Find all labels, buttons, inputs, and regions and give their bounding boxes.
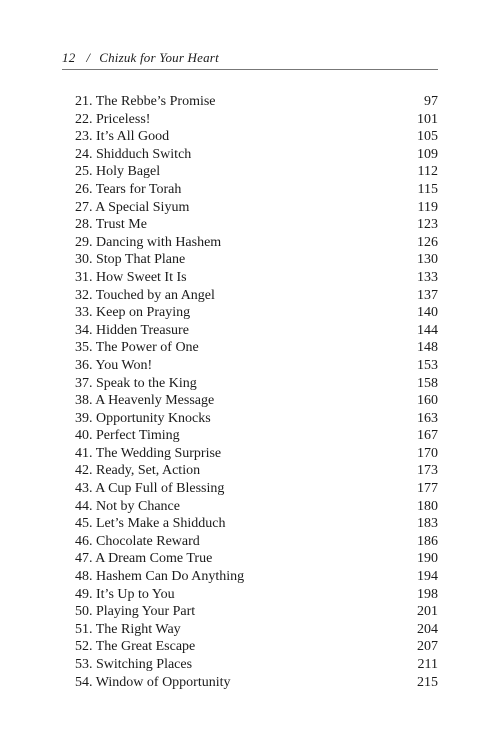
toc-entry bbox=[75, 93, 438, 111]
toc-entry-title: 29. Dancing with Hashem bbox=[75, 234, 222, 250]
toc-entry-page: 112 bbox=[417, 164, 438, 180]
toc-entry-page: 173 bbox=[417, 463, 438, 479]
toc-entry-page: 198 bbox=[417, 586, 438, 602]
toc-entry bbox=[75, 515, 438, 533]
toc-entry-title: 28. Trust Me bbox=[75, 217, 147, 233]
toc-entry-title: 43. A Cup Full of Blessing bbox=[75, 481, 225, 497]
toc-entry-title: 46. Chocolate Reward bbox=[75, 533, 200, 549]
toc-entry-title: 50. Playing Your Part bbox=[75, 604, 196, 620]
toc-entry-page: 126 bbox=[417, 234, 438, 250]
toc-entry bbox=[75, 375, 438, 393]
toc-entry-page: 215 bbox=[417, 674, 438, 690]
toc-entry-page: 109 bbox=[417, 146, 438, 162]
toc-entry-title: 51. The Right Way bbox=[75, 621, 181, 637]
toc-entry-page: 186 bbox=[417, 533, 438, 549]
toc-entry-page: 158 bbox=[417, 375, 438, 391]
toc-entry bbox=[75, 234, 438, 252]
toc-entry bbox=[75, 287, 438, 305]
book-title: Chizuk for Your Heart bbox=[99, 50, 219, 65]
toc-entry-page: 130 bbox=[417, 252, 438, 268]
toc-entry-title: 23. It’s All Good bbox=[75, 129, 170, 145]
toc-entry-page: 133 bbox=[417, 269, 438, 285]
toc-entry bbox=[75, 111, 438, 129]
toc-entry bbox=[75, 269, 438, 287]
toc-entry-page: 119 bbox=[417, 199, 438, 215]
toc-entry bbox=[75, 322, 438, 340]
toc-entry-title: 39. Opportunity Knocks bbox=[75, 410, 211, 426]
toc-entry bbox=[75, 427, 438, 445]
toc-entry bbox=[75, 533, 438, 551]
toc-entry bbox=[75, 603, 438, 621]
toc-entry bbox=[75, 656, 438, 674]
header-rule bbox=[62, 69, 438, 70]
toc-entry bbox=[75, 621, 438, 639]
toc-entry-page: 140 bbox=[417, 305, 438, 321]
toc-entry bbox=[75, 128, 438, 146]
toc-entry-page: 211 bbox=[417, 657, 438, 672]
toc-entry-page: 115 bbox=[417, 181, 438, 197]
running-head bbox=[62, 50, 219, 66]
toc-entry-page: 183 bbox=[417, 516, 438, 532]
toc-entry-title: 54. Window of Opportunity bbox=[75, 674, 231, 690]
toc-entry bbox=[75, 445, 438, 463]
toc-entry bbox=[75, 251, 438, 269]
toc-entry-title: 44. Not by Chance bbox=[75, 498, 180, 514]
toc-entry-page: 207 bbox=[417, 639, 438, 655]
toc-entry-title: 48. Hashem Can Do Anything bbox=[75, 569, 245, 585]
toc-entry-page: 144 bbox=[417, 322, 438, 338]
toc-entry bbox=[75, 586, 438, 604]
toc-entry-page: 101 bbox=[417, 111, 438, 127]
toc-entry-title: 41. The Wedding Surprise bbox=[75, 445, 222, 461]
toc-entry bbox=[75, 550, 438, 568]
header-separator: / bbox=[86, 50, 91, 65]
toc-entry-page: 180 bbox=[417, 498, 438, 514]
toc-entry-title: 24. Shidduch Switch bbox=[75, 146, 192, 162]
toc-entry-title: 45. Let’s Make a Shidduch bbox=[75, 516, 226, 532]
toc-entry bbox=[75, 480, 438, 498]
toc-entry-title: 37. Speak to the King bbox=[75, 375, 197, 391]
toc-entry bbox=[75, 638, 438, 656]
toc-entry-page: 201 bbox=[417, 604, 438, 620]
toc-entry bbox=[75, 146, 438, 164]
toc-entry-page: 137 bbox=[417, 287, 438, 303]
toc-entry-title: 52. The Great Escape bbox=[75, 639, 196, 655]
toc-entry-title: 22. Priceless! bbox=[75, 111, 151, 127]
table-of-contents bbox=[75, 93, 438, 691]
toc-entry-page: 160 bbox=[417, 393, 438, 409]
toc-entry-title: 21. The Rebbe’s Promise bbox=[75, 94, 216, 109]
toc-entry-title: 49. It’s Up to You bbox=[75, 586, 175, 602]
toc-entry bbox=[75, 304, 438, 322]
toc-entry-page: 105 bbox=[417, 129, 438, 145]
toc-entry bbox=[75, 339, 438, 357]
toc-entry-page: 123 bbox=[417, 217, 438, 233]
toc-entry-page: 190 bbox=[417, 551, 438, 567]
toc-entry-title: 53. Switching Places bbox=[75, 657, 193, 672]
toc-entry bbox=[75, 357, 438, 375]
toc-entry-page: 170 bbox=[417, 445, 438, 461]
toc-entry-page: 167 bbox=[417, 428, 438, 444]
page-number: 12 bbox=[62, 50, 76, 65]
toc-entry-page: 194 bbox=[417, 569, 438, 585]
toc-entry-title: 36. You Won! bbox=[75, 357, 153, 373]
toc-entry-title: 34. Hidden Treasure bbox=[75, 322, 189, 338]
toc-entry-page: 97 bbox=[424, 94, 438, 109]
toc-entry bbox=[75, 199, 438, 217]
toc-entry-title: 35. The Power of One bbox=[75, 340, 199, 356]
toc-entry bbox=[75, 216, 438, 234]
toc-entry-title: 33. Keep on Praying bbox=[75, 305, 191, 321]
toc-entry bbox=[75, 568, 438, 586]
toc-entry bbox=[75, 674, 438, 692]
toc-entry-page: 148 bbox=[417, 340, 438, 356]
toc-entry bbox=[75, 498, 438, 516]
toc-entry-title: 27. A Special Siyum bbox=[75, 199, 190, 215]
toc-entry bbox=[75, 410, 438, 428]
toc-entry-page: 177 bbox=[417, 481, 438, 497]
toc-entry-title: 42. Ready, Set, Action bbox=[75, 463, 201, 479]
toc-entry-page: 153 bbox=[417, 357, 438, 373]
toc-entry-title: 25. Holy Bagel bbox=[75, 164, 161, 180]
toc-entry-title: 31. How Sweet It Is bbox=[75, 269, 187, 285]
toc-entry bbox=[75, 181, 438, 199]
toc-entry bbox=[75, 163, 438, 181]
toc-entry-title: 32. Touched by an Angel bbox=[75, 287, 215, 303]
toc-entry-title: 40. Perfect Timing bbox=[75, 428, 180, 444]
toc-entry bbox=[75, 392, 438, 410]
toc-entry-page: 163 bbox=[417, 410, 438, 426]
toc-entry-title: 38. A Heavenly Message bbox=[75, 393, 215, 409]
toc-entry-title: 47. A Dream Come True bbox=[75, 551, 213, 567]
toc-entry-title: 26. Tears for Torah bbox=[75, 181, 182, 197]
toc-entry bbox=[75, 462, 438, 480]
toc-entry-page: 204 bbox=[417, 621, 438, 637]
toc-entry-title: 30. Stop That Plane bbox=[75, 252, 186, 268]
